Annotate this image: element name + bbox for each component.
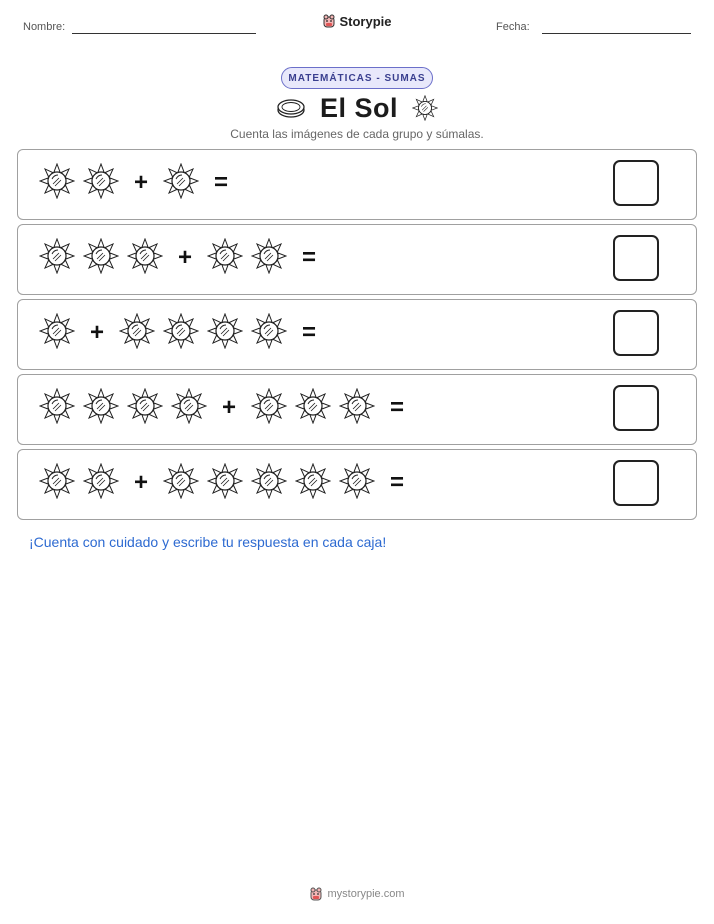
problem-card	[17, 149, 697, 220]
title-row	[0, 92, 714, 124]
right-group	[251, 388, 383, 429]
sun-icon	[339, 463, 375, 499]
site-url: mystorypie.com	[327, 888, 405, 900]
sun-icon	[163, 313, 199, 349]
brand-name: Storypie	[339, 13, 392, 29]
equals-sign: =	[389, 469, 404, 496]
sun-icon	[83, 388, 119, 424]
left-group	[39, 313, 83, 354]
left-group	[39, 388, 215, 429]
sun-icon	[295, 463, 331, 499]
problem-card	[17, 224, 697, 295]
left-group	[39, 163, 127, 204]
problem-card	[17, 374, 697, 445]
sun-icon	[39, 388, 75, 424]
left-group	[39, 463, 127, 504]
sun-icon	[251, 238, 287, 274]
addition-row	[39, 165, 243, 201]
storypie-mascot-icon	[309, 886, 323, 902]
right-group	[163, 463, 383, 504]
answer-box[interactable]	[613, 460, 659, 506]
equals-sign: =	[301, 319, 316, 346]
sun-icon	[39, 238, 75, 274]
sun-icon	[251, 313, 287, 349]
sun-icon	[39, 313, 75, 349]
sun-icon	[127, 238, 163, 274]
addition-row	[39, 465, 419, 501]
answer-box[interactable]	[613, 235, 659, 281]
plus-sign: +	[133, 169, 148, 196]
equals-sign: =	[389, 394, 404, 421]
name-label: Nombre:	[23, 21, 66, 33]
sun-icon	[39, 163, 75, 199]
date-field[interactable]	[542, 33, 691, 34]
sun-icon	[163, 163, 199, 199]
problem-list	[17, 149, 697, 524]
equals-sign: =	[213, 169, 228, 196]
sun-icon	[171, 388, 207, 424]
sun-icon	[412, 95, 438, 121]
sun-icon	[207, 313, 243, 349]
plus-sign: +	[133, 469, 148, 496]
sun-icon	[163, 463, 199, 499]
addition-row	[39, 390, 419, 426]
answer-box[interactable]	[613, 160, 659, 206]
sun-icon	[207, 463, 243, 499]
addition-row	[39, 315, 331, 351]
site-footer	[0, 886, 714, 902]
addition-row	[39, 240, 331, 276]
sun-icon	[207, 238, 243, 274]
answer-box[interactable]	[613, 385, 659, 431]
sun-icon	[295, 388, 331, 424]
storypie-mascot-icon	[322, 13, 336, 29]
sun-icon	[83, 463, 119, 499]
instructions: Cuenta las imágenes de cada grupo y súmalas.	[230, 127, 484, 141]
sun-icon	[339, 388, 375, 424]
coin-icon	[276, 97, 306, 119]
plus-sign: +	[177, 244, 192, 271]
sun-icon	[83, 238, 119, 274]
sun-icon	[251, 463, 287, 499]
right-group	[119, 313, 295, 354]
answer-box[interactable]	[613, 310, 659, 356]
problem-card	[17, 449, 697, 520]
footer-note: ¡Cuenta con cuidado y escribe tu respuesta en cada caja!	[29, 534, 387, 550]
date-label: Fecha:	[496, 21, 530, 33]
brand-logo	[0, 13, 714, 34]
sun-icon	[119, 313, 155, 349]
right-group	[207, 238, 295, 279]
plus-sign: +	[221, 394, 236, 421]
sun-icon	[127, 388, 163, 424]
equals-sign: =	[301, 244, 316, 271]
sun-icon	[251, 388, 287, 424]
plus-sign: +	[89, 319, 104, 346]
page-title: El Sol	[319, 92, 398, 123]
sun-icon	[83, 163, 119, 199]
right-group	[163, 163, 207, 204]
left-group	[39, 238, 171, 279]
sun-icon	[39, 463, 75, 499]
problem-card	[17, 299, 697, 370]
subject-badge: MATEMÁTICAS - SUMAS	[281, 67, 433, 89]
